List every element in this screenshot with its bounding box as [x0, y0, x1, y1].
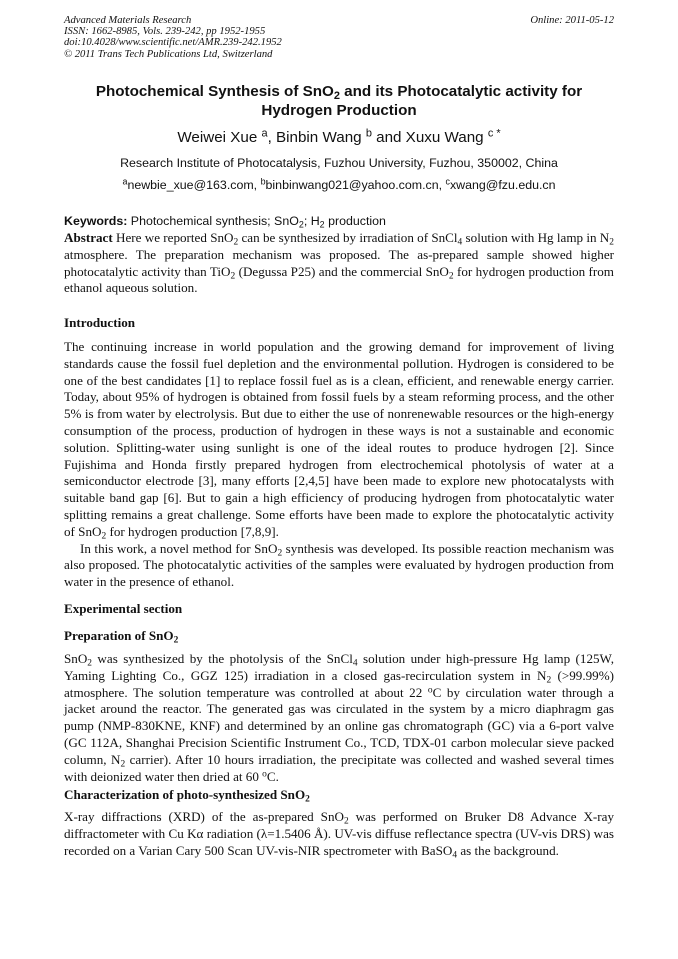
introduction-heading: Introduction: [64, 315, 136, 330]
abstract: Abstract Here we reported SnO$_2$ can be synthesized by irradiation of SnCl$_4$ solution with Hg lamp in $N_2$ atmosphere. The preparation mechanism was proposed. The as-prepared sample showed higher photocatalytic activity than TiO$_2$ (Degussa P25) and the commercial SnO$_2$ for hydrogen production from ethanol aqueous solution.: [64, 230, 614, 296]
characterization-text: X-ray diffractions (XRD) of the as-prepared SnO$_2$ was performed on Bruker D8 Advance X-ray diffractometer with Cu Kα radiation (λ=1.5406 Å). UV-vis diffuse reflectance spectra (UV-vis DRS) was recorded on a Varian Cary 500 Scan UV-vis-NIR spectrometer with BaSO$_4$ as the background.: [64, 809, 614, 861]
email-list: $^a$newbie_xue@163.com, $^b$binbinwang021@yahoo.com.cn, $^c$xwang@fzu.edu.cn: [122, 176, 556, 192]
online-date: Online: 2011-05-12: [530, 15, 614, 26]
keywords: Keywords: Photochemical synthesis; SnO$_2$; $H_2$ production: [64, 214, 386, 230]
introduction-paragraph-2: In this work, a novel method for SnO$_2$ synthesis was developed. Its possible reaction mechanism was also proposed. The photocatalytic activities of the samples were evaluated by hydrogen production from water in the presence of ethanol.: [64, 540, 614, 590]
introduction-text: [64, 339, 614, 591]
introduction-paragraph-1: The continuing increase in world population and the growing demand for improvement of living standards cause the fossil fuel depletion and the environmental pollution. Hydrogen is considered to be one of the best candidates [1] to replace fossil fuel as is a clean, efficient, and renewable energy carrier. Today, about 95% of hydrogen is obtained from fossil fuels by a steam reforming process, and the other 5% is from water by electrolysis. But due to either the use of nonrenewable resources or the high-energy consumption of the process, production of hydrogen in these ways is not a sustainable and economic solution. Splitting-water using sunlight is one of the ideal routes to produce hydrogen [2]. Since Fujishima and Honda firstly prepared hydrogen from electrochemical photolysis of water at a semiconductor electrode [3], many efforts [2,4,5] have been made to explore new photocatalysts with suitable band gap [6]. But to gain a high efficiency of producing hydrogen from photocatalytic water splitting remains a great challenge. Some efforts have been made to explore the photocatalytic activity of SnO$_2$ for hydrogen production [7,8,9].: [64, 339, 614, 542]
issn-line: ISSN: 1662-8985, Vols. 239-242, pp 1952-1955: [64, 26, 266, 38]
journal-header: [64, 15, 614, 60]
doi-line: doi:10.4028/www.scientific.net/AMR.239-242.1952: [64, 37, 282, 49]
experimental-heading: Experimental section: [64, 601, 183, 616]
preparation-text: SnO$_2$ was synthesized by the photolysis of the SnCl$_4$ solution under high-pressure Hg lamp (125W, Yaming Lighting Co., GGZ 125) irradiation in a closed gas-recirculation system in $N_2$ (>99.99%) atmosphere. The solution temperature was controlled at about 22 $^o$C by circulation water through a jacket around the reactor. The generated gas was circulated in the system by a micro diaphragm gas pump (NMP-830KNE, KNF) and determined by an online gas chromatograph (GC) via a 6-port valve (GC 112A, Shanghai Precision Scientific Instrument Co., TCD, TDX-01 carbon molecular sieve packed column, $N_2$ carrier). After 10 hours irradiation, the precipitate was collected and washed several times with deionized water then dried at 60 $^o$C.: [64, 651, 615, 784]
preparation-heading: Preparation of SnO$_2$: [64, 628, 179, 646]
characterization-heading: Characterization of photo-synthesized SnO$_2$: [64, 787, 310, 805]
affiliation: Research Institute of Photocatalysis, Fuzhou University, Fuzhou, 350002, China: [120, 156, 558, 170]
paper-title: Photochemical Synthesis of SnO$_2$ and its Photocatalytic activity for Hydrogen Production: [95, 83, 583, 119]
journal-name: Advanced Materials Research: [64, 15, 192, 26]
copyright-line: © 2011 Trans Tech Publications Ltd, Switzerland: [64, 48, 273, 60]
abstract-label: Abstract: [64, 230, 113, 245]
author-list: Weiwei Xue $^a$, Binbin Wang $^b$ and Xuxu Wang $^{c *}$: [177, 127, 501, 146]
